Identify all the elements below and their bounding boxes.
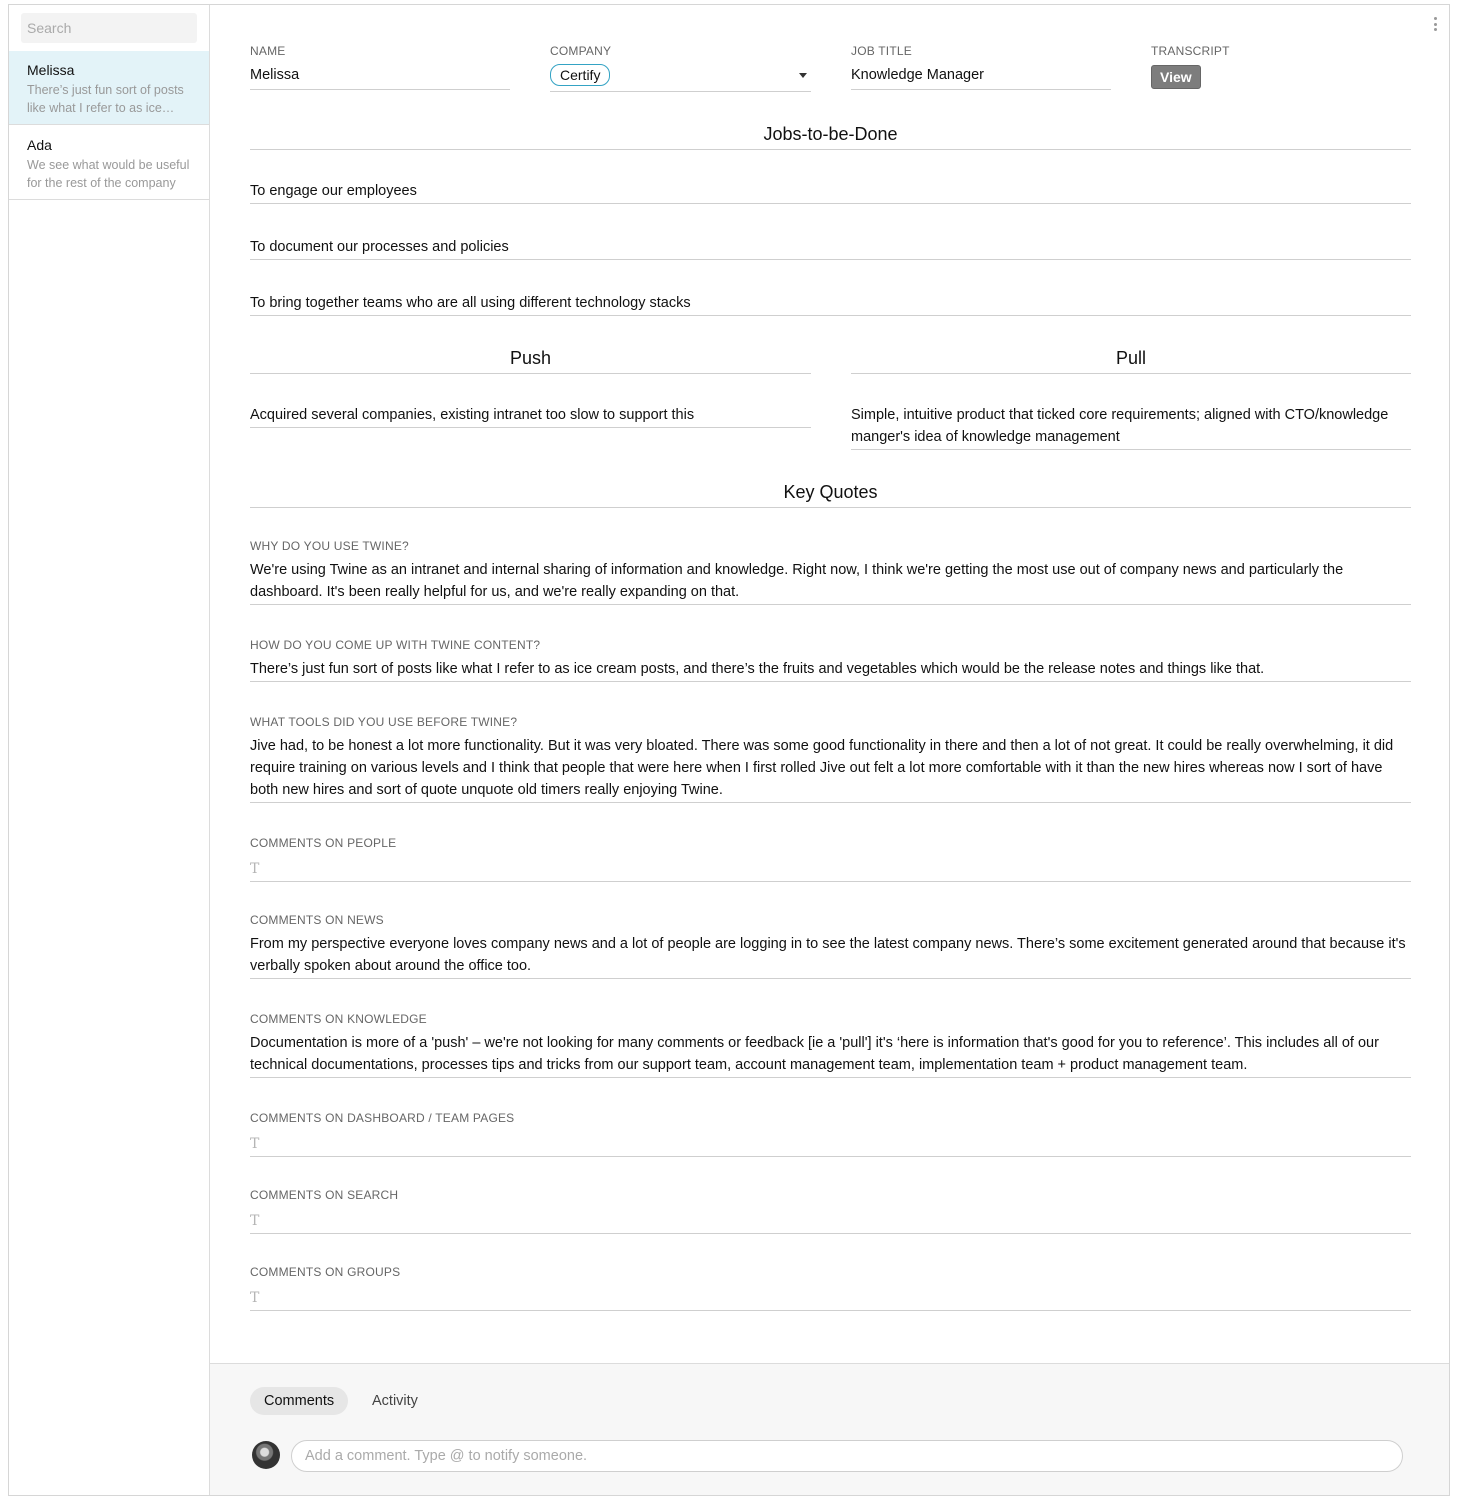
push-title: Push [250, 348, 811, 374]
record-detail [210, 5, 1450, 1363]
name-label: NAME [250, 44, 286, 58]
search-box [21, 13, 197, 43]
job-item[interactable]: To engage our employees [250, 180, 1411, 204]
search-input[interactable] [21, 13, 197, 43]
job-title-field[interactable]: Knowledge Manager [851, 67, 1111, 90]
key-quotes-title: Key Quotes [250, 482, 1411, 508]
quote-text[interactable]: From my perspective everyone loves company news and a lot of people are logging in to see the latest company news. There’s some excitement generated around that because it's verbally spoken about around the office too. [250, 933, 1411, 979]
text-field-icon: T [250, 1136, 260, 1152]
tab-activity[interactable]: Activity [372, 1393, 418, 1409]
quote-label: COMMENTS ON SEARCH [250, 1188, 399, 1202]
quote-label: COMMENTS ON KNOWLEDGE [250, 1012, 427, 1026]
sidebar [9, 5, 210, 1495]
app-window [8, 4, 1450, 1496]
view-transcript-button[interactable]: View [1151, 65, 1201, 89]
quote-text[interactable]: Documentation is more of a 'push' – we're not looking for many comments or feedback [ie a 'pull'] it's ‘here is information that's good for you to reference’. This includes all of our technical documentations, processes tips and tricks from our support team, account management team, implementation team + product management team. [250, 1032, 1411, 1078]
quote-label: WHY DO YOU USE TWINE? [250, 539, 409, 553]
comment-input[interactable] [292, 1441, 1402, 1471]
quote-label: WHAT TOOLS DID YOU USE BEFORE TWINE? [250, 715, 518, 729]
comments-panel [210, 1363, 1450, 1496]
text-field-icon: T [250, 1213, 260, 1229]
comments-dashboard-field[interactable] [250, 1133, 1411, 1157]
sidebar-item-name: Melissa [27, 62, 75, 78]
company-tag: Certify [550, 64, 610, 86]
push-text[interactable]: Acquired several companies, existing intranet too slow to support this [250, 404, 811, 428]
comment-box [291, 1440, 1403, 1472]
sidebar-item-melissa[interactable] [9, 51, 209, 125]
text-field-icon: T [250, 861, 260, 877]
sidebar-item-preview: We see what would be useful for the rest of the company [27, 158, 190, 190]
sidebar-item-name: Ada [27, 137, 52, 153]
quote-label: COMMENTS ON GROUPS [250, 1265, 401, 1279]
comments-search-field[interactable] [250, 1210, 1411, 1234]
transcript-label: TRANSCRIPT [1151, 44, 1230, 58]
quote-label: COMMENTS ON PEOPLE [250, 836, 397, 850]
sidebar-item-preview: There’s just fun sort of posts like what I refer to as ice [27, 83, 184, 115]
quote-text[interactable]: We're using Twine as an intranet and internal sharing of information and knowledge. Right now, I think we're getting the most use out of company news and particularly the dashboard. It's been really helpful for us, and we're really expanding on that. [250, 559, 1411, 605]
job-item[interactable]: To document our processes and policies [250, 236, 1411, 260]
name-field[interactable]: Melissa [250, 67, 510, 90]
comments-groups-field[interactable] [250, 1287, 1411, 1311]
job-title-label: JOB TITLE [851, 44, 912, 58]
pull-title: Pull [851, 348, 1411, 374]
quote-label: COMMENTS ON NEWS [250, 913, 384, 927]
quote-text[interactable]: There’s just fun sort of posts like what I refer to as ice cream posts, and there’s the fruits and vegetables which would be the release notes and things like that. [250, 658, 1411, 682]
company-select[interactable] [550, 64, 811, 92]
tab-comments[interactable]: Comments [250, 1387, 348, 1415]
quote-label: COMMENTS ON DASHBOARD / TEAM PAGES [250, 1111, 515, 1125]
chevron-down-icon [799, 73, 807, 78]
sidebar-item-ada[interactable] [9, 126, 209, 200]
jobs-title: Jobs-to-be-Done [250, 124, 1411, 150]
text-field-icon: T [250, 1290, 260, 1306]
avatar [252, 1441, 280, 1469]
company-label: COMPANY [550, 44, 612, 58]
pull-text[interactable]: Simple, intuitive product that ticked core requirements; aligned with CTO/knowledge manger's idea of knowledge management [851, 404, 1411, 450]
quote-text[interactable]: Jive had, to be honest a lot more functionality. But it was very bloated. There was some good functionality in there and then a lot of not great. It could be really overwhelming, it did require training on various levels and I think that people that were here when I first rolled Jive out felt a lot more comfortable with it than the new hires whereas now I sort of have both new hires and sort of quote unquote old timers really enjoying Twine. [250, 735, 1411, 803]
more-options-icon[interactable] [1432, 17, 1438, 35]
comments-people-field[interactable] [250, 858, 1411, 882]
job-item[interactable]: To bring together teams who are all using different technology stacks [250, 292, 1411, 316]
quote-label: HOW DO YOU COME UP WITH TWINE CONTENT? [250, 638, 541, 652]
